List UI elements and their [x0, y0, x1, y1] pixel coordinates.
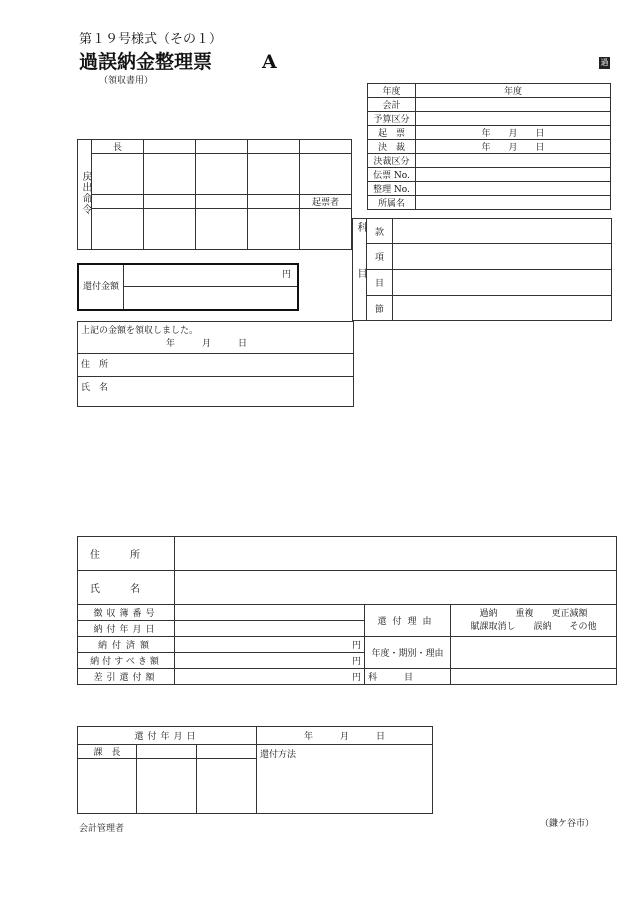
- stamp-header: [248, 195, 300, 209]
- kamoku-item-value[interactable]: [393, 244, 612, 270]
- kamoku-item-label: 項: [367, 244, 393, 270]
- reason-options-line-1: 過納 重複 更正減額: [479, 608, 588, 619]
- info-value[interactable]: [416, 112, 611, 126]
- corner-mark-icon: [599, 57, 610, 69]
- stamp-header: [197, 745, 257, 759]
- kamoku-side-label: 科目: [353, 219, 367, 321]
- receipt-statement: 上記の金額を領収しました。: [81, 326, 199, 336]
- receipt-block: [77, 321, 354, 407]
- form-subtitle: （領収書用）: [99, 76, 154, 86]
- detail-value[interactable]: 円: [175, 669, 365, 685]
- info-label: 予算区分: [368, 112, 416, 126]
- form-number: 第１９号様式（その１）: [79, 32, 223, 47]
- refund-date-value[interactable]: 年 月 日: [257, 727, 433, 745]
- command-side-label: 戻出命令: [78, 140, 92, 250]
- stamp-cell[interactable]: [137, 759, 197, 814]
- detail-label: 徴収簿番号: [78, 605, 175, 621]
- receipt-divider: [78, 353, 353, 354]
- form-title-suffix: A: [262, 51, 277, 73]
- info-label: 所属名: [368, 196, 416, 210]
- stamp-cell[interactable]: [144, 209, 196, 250]
- refund-amount-input[interactable]: [124, 265, 284, 286]
- kamoku-item-label: 款: [367, 219, 393, 244]
- detail-value[interactable]: [175, 621, 365, 637]
- detail-value[interactable]: 円: [175, 637, 365, 653]
- stamp-header: [196, 195, 248, 209]
- stamp-cell[interactable]: [248, 154, 300, 195]
- detail-value[interactable]: 円: [175, 653, 365, 669]
- reason-options-line-2: 賦課取消し 誤納 その他: [470, 621, 597, 632]
- corner-mark-text: 過: [600, 58, 609, 67]
- refund-amount-box: [77, 263, 299, 311]
- refund-amount-label: 還付金額: [79, 265, 124, 309]
- receipt-date: 年 月 日: [166, 339, 248, 349]
- info-label: 会計: [368, 98, 416, 112]
- lower-name-label: 氏 名: [78, 571, 175, 605]
- stamp-header: [248, 140, 300, 154]
- info-label: 決裁区分: [368, 154, 416, 168]
- info-value[interactable]: 年 月 日: [416, 140, 611, 154]
- kamoku-item-label: 目: [367, 270, 393, 296]
- kamoku-item-value[interactable]: [393, 270, 612, 296]
- kamoku-item-value[interactable]: [393, 296, 612, 321]
- info-label: 伝票 No.: [368, 168, 416, 182]
- kamoku-lower-label: 科 目: [365, 669, 451, 685]
- city-label: （鎌ケ谷市）: [540, 819, 595, 829]
- stamp-header: [196, 140, 248, 154]
- top-right-info-table: [367, 83, 611, 210]
- stamp-cell[interactable]: [144, 154, 196, 195]
- refund-amount-divider: [124, 286, 297, 287]
- refund-method[interactable]: [257, 745, 433, 814]
- info-label: 整理 No.: [368, 182, 416, 196]
- lower-identity-table: [77, 536, 617, 605]
- stamp-cell[interactable]: [92, 209, 144, 250]
- refund-reason-label: 還付理由: [365, 605, 451, 637]
- receipt-divider: [78, 376, 353, 377]
- stamp-header: [92, 195, 144, 209]
- command-stamp-table: [77, 139, 352, 250]
- detail-label: 納付済額: [78, 637, 175, 653]
- info-value[interactable]: 年度: [416, 84, 611, 98]
- detail-label: 差引還付額: [78, 669, 175, 685]
- info-value[interactable]: [416, 154, 611, 168]
- accountant-label: 会計管理者: [79, 824, 125, 834]
- stamp-cell[interactable]: [92, 154, 144, 195]
- info-value[interactable]: [416, 196, 611, 210]
- stamp-cell[interactable]: [248, 209, 300, 250]
- refund-date-label: 還付年月日: [78, 727, 257, 745]
- lower-address-label: 住 所: [78, 537, 175, 571]
- lower-detail-table: [77, 604, 617, 685]
- info-value[interactable]: [416, 98, 611, 112]
- info-value[interactable]: [416, 168, 611, 182]
- kamoku-item-label: 節: [367, 296, 393, 321]
- stamp-cell[interactable]: [300, 209, 352, 250]
- receipt-name-label: 氏 名: [81, 383, 109, 393]
- info-value[interactable]: [416, 182, 611, 196]
- bottom-refund-table: [77, 726, 433, 814]
- stamp-cell[interactable]: [196, 209, 248, 250]
- kamoku-table: [352, 218, 612, 321]
- period-label: 年度・期別・理由: [365, 637, 451, 669]
- detail-label: 納付すべき額: [78, 653, 175, 669]
- cho-label: 長: [92, 140, 144, 154]
- info-value[interactable]: 年 月 日: [416, 126, 611, 140]
- kamoku-item-value[interactable]: [393, 219, 612, 244]
- stamp-cell[interactable]: [197, 759, 257, 814]
- info-label: 年度: [368, 84, 416, 98]
- stamp-cell[interactable]: [78, 759, 137, 814]
- stamp-header: [144, 195, 196, 209]
- stamp-header: [137, 745, 197, 759]
- kamoku-lower-value[interactable]: [451, 669, 617, 685]
- info-label: 起 票: [368, 126, 416, 140]
- refund-method-label: 還付方法: [260, 750, 297, 760]
- stamp-cell[interactable]: [196, 154, 248, 195]
- stamp-cell[interactable]: [300, 154, 352, 195]
- lower-address-value[interactable]: [175, 537, 617, 571]
- stamp-header: [144, 140, 196, 154]
- info-label: 決 裁: [368, 140, 416, 154]
- kihyosha-label: 起票者: [300, 195, 352, 209]
- detail-label: 納付年月日: [78, 621, 175, 637]
- form-title: 過誤納金整理票: [79, 51, 213, 73]
- lower-name-value[interactable]: [175, 571, 617, 605]
- stamp-header: [300, 140, 352, 154]
- receipt-address-label: 住 所: [81, 360, 109, 370]
- detail-value[interactable]: [175, 605, 365, 621]
- period-value[interactable]: [451, 637, 617, 669]
- refund-reason-options[interactable]: [451, 605, 617, 637]
- refund-yen-unit: 円: [281, 270, 291, 280]
- kacho-label: 課 長: [78, 745, 137, 759]
